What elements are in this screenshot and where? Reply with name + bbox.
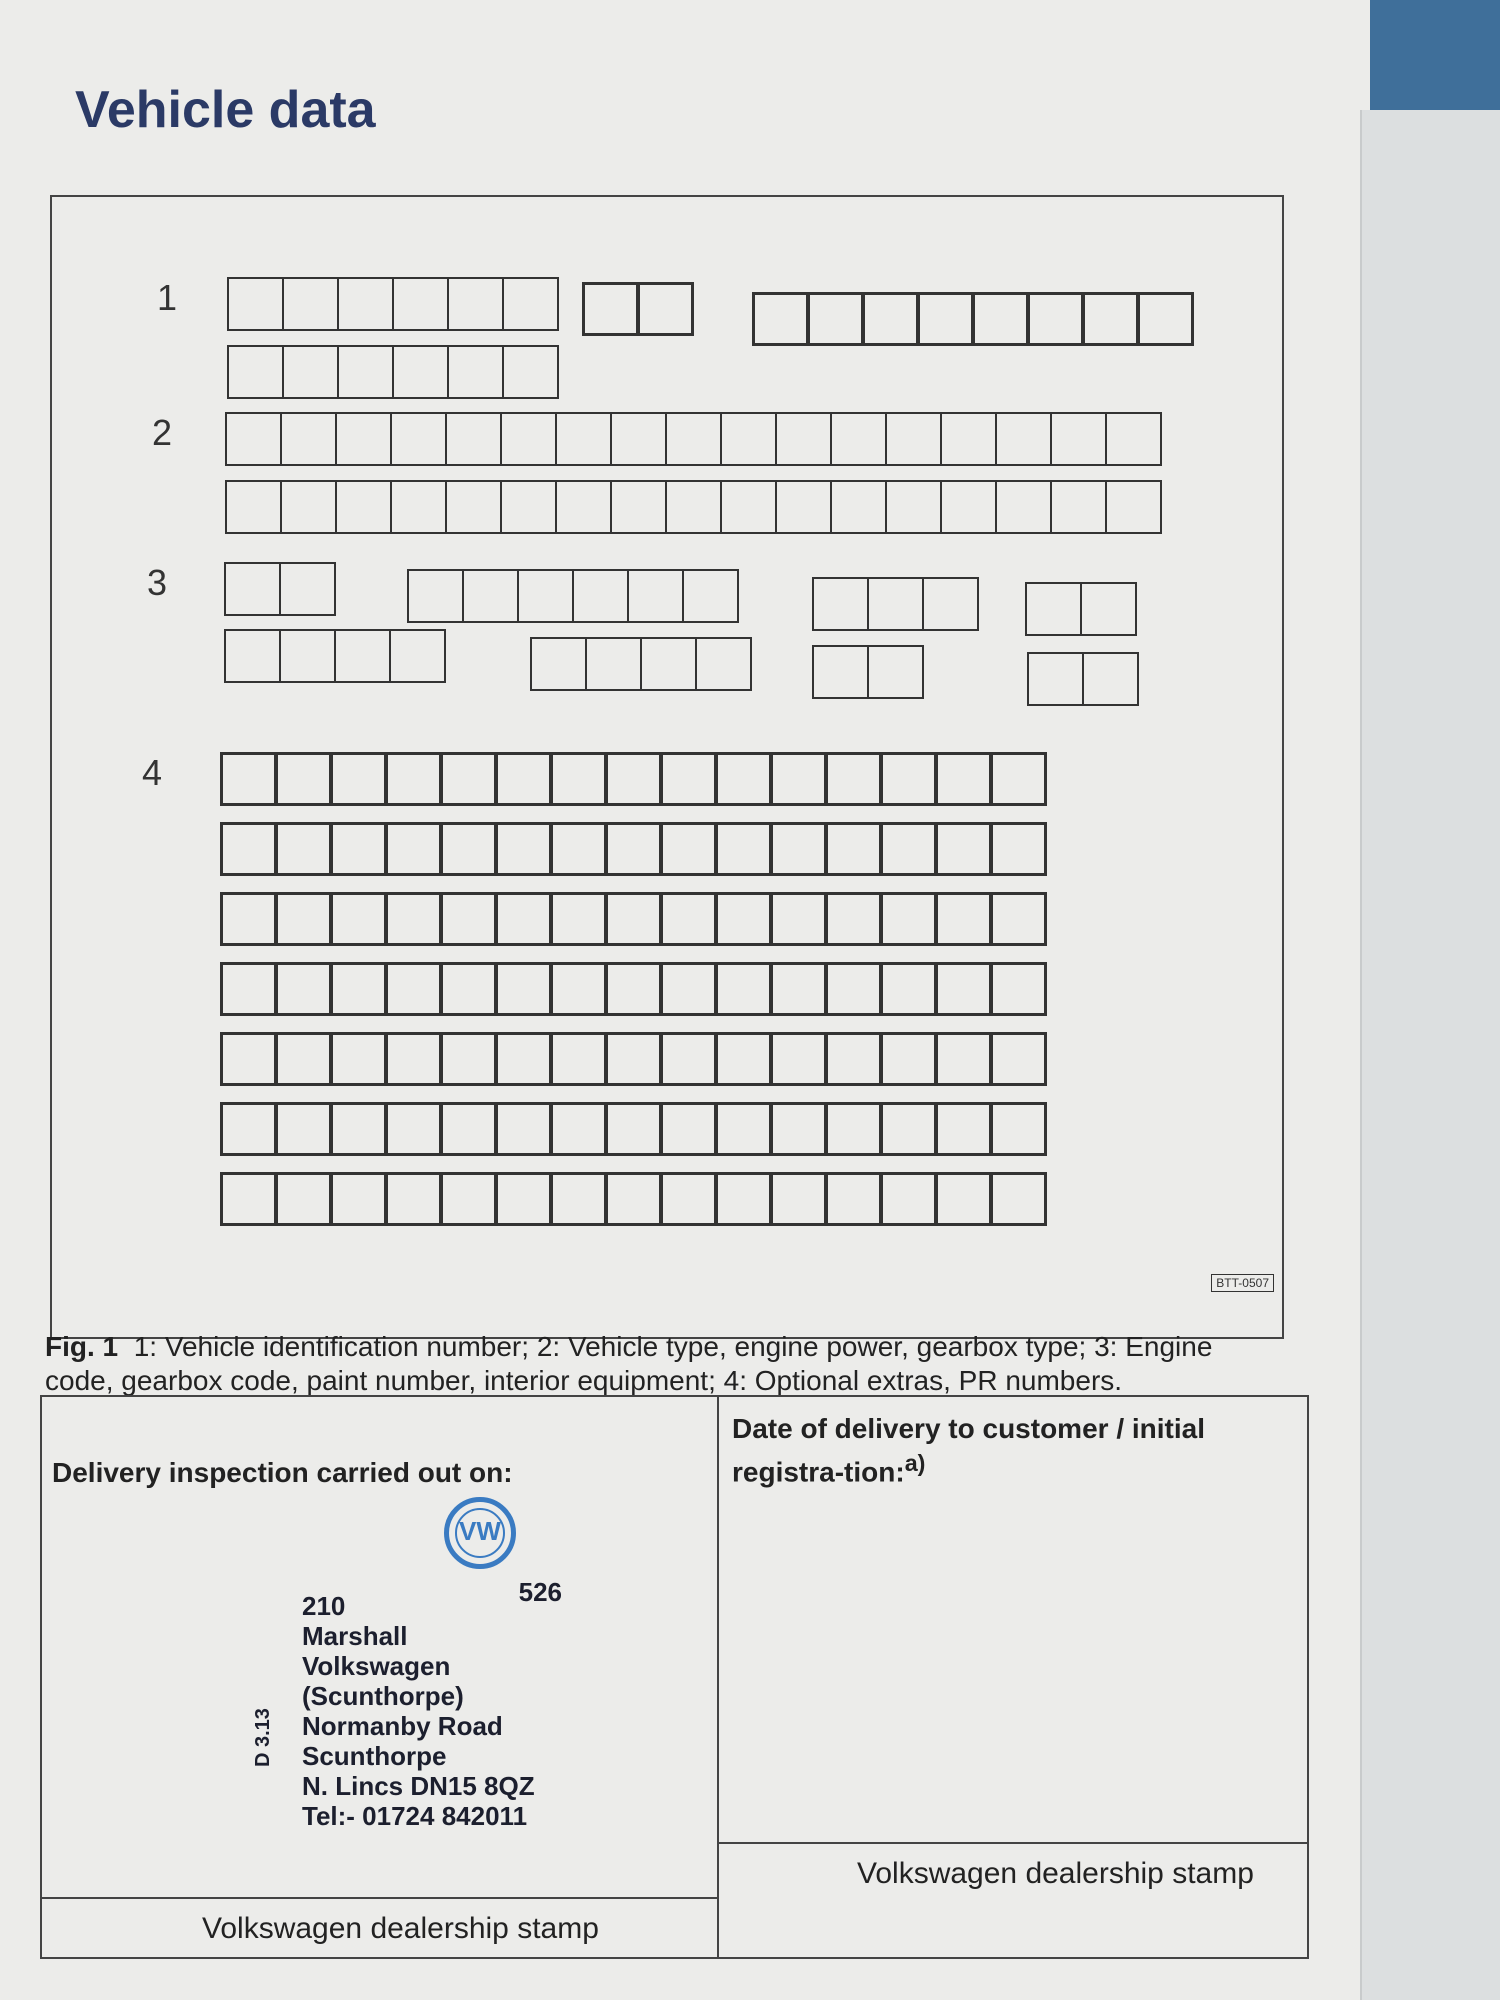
caption-text: 1: Vehicle identification number; 2: Vehicle type, engine power, gearbox type; 3: Engine code, gearbox code, paint number, interior equipment; 4: Optional extras, PR numbers.: [45, 1331, 1213, 1396]
stamp-town: Scunthorpe: [302, 1741, 447, 1771]
vin-cells-b[interactable]: [582, 282, 692, 336]
stamp-street: Normanby Road: [302, 1711, 503, 1741]
engine-code-cells-b[interactable]: [224, 629, 444, 683]
figure-caption: [45, 1330, 1285, 1398]
row-label-1: 1: [157, 277, 178, 318]
vin-cells-c[interactable]: [752, 292, 1192, 346]
gearbox-code-cells-a[interactable]: [407, 569, 737, 623]
delivery-date-label: [732, 1412, 1292, 1489]
stamp-code-right: 526: [518, 1577, 562, 1607]
stamp-phone: Tel:- 01724 842011: [302, 1801, 528, 1831]
delivery-date-text: Date of delivery to customer / initial registra-tion:: [732, 1413, 1206, 1488]
stamp-name: Marshall Volkswagen: [302, 1621, 451, 1681]
caption-label: Fig. 1: [45, 1331, 119, 1362]
delivery-section: [40, 1395, 1309, 1959]
paint-number-cells-a[interactable]: [812, 577, 977, 631]
pr-row[interactable]: [220, 962, 1045, 1016]
stamp-postcode: N. Lincs DN15 8QZ: [302, 1771, 535, 1801]
pr-row[interactable]: [220, 752, 1045, 806]
paint-number-cells-b[interactable]: [812, 645, 922, 699]
vin-cells-a[interactable]: [227, 277, 557, 331]
row-label-4: 4: [142, 752, 163, 793]
pr-row[interactable]: [220, 1102, 1045, 1156]
vehicle-type-cells-a[interactable]: [225, 412, 1160, 466]
adjacent-page-edge: [1360, 110, 1500, 2000]
interior-cells-a[interactable]: [1025, 582, 1135, 636]
vehicle-type-cells-b[interactable]: [225, 480, 1160, 534]
stamp-label-left: Volkswagen dealership stamp: [202, 1912, 599, 1945]
gearbox-code-cells-b[interactable]: [530, 637, 750, 691]
vin-cells-d[interactable]: [227, 345, 557, 399]
interior-cells-b[interactable]: [1027, 652, 1137, 706]
pr-row[interactable]: [220, 1172, 1045, 1226]
stamp-location: (Scunthorpe): [302, 1681, 464, 1711]
section-divider: [717, 1397, 719, 1957]
section-line-right: [717, 1842, 1307, 1844]
section-line-left: [42, 1897, 717, 1899]
stamp-code-left: 210: [302, 1591, 346, 1621]
footnote-marker: a): [904, 1450, 926, 1476]
row-label-2: 2: [152, 412, 173, 453]
stamp-label-right: Volkswagen dealership stamp: [857, 1857, 1254, 1890]
dealer-stamp: [302, 1577, 562, 1831]
stamp-side-code: D 3.13: [252, 1708, 274, 1767]
vw-logo-icon: [444, 1497, 516, 1569]
pr-row[interactable]: [220, 1032, 1045, 1086]
figure-code: BTT-0507: [1211, 1274, 1274, 1292]
pr-row[interactable]: [220, 892, 1045, 946]
engine-code-cells-a[interactable]: [224, 562, 334, 616]
inspection-label: Delivery inspection carried out on:: [52, 1457, 513, 1488]
row-label-3: 3: [147, 562, 168, 603]
vehicle-data-figure: [50, 195, 1284, 1339]
pr-row[interactable]: [220, 822, 1045, 876]
stamp-codes: [302, 1577, 562, 1621]
vw-logo-letters: VW: [459, 1516, 501, 1546]
page-title: Vehicle data: [75, 81, 376, 139]
